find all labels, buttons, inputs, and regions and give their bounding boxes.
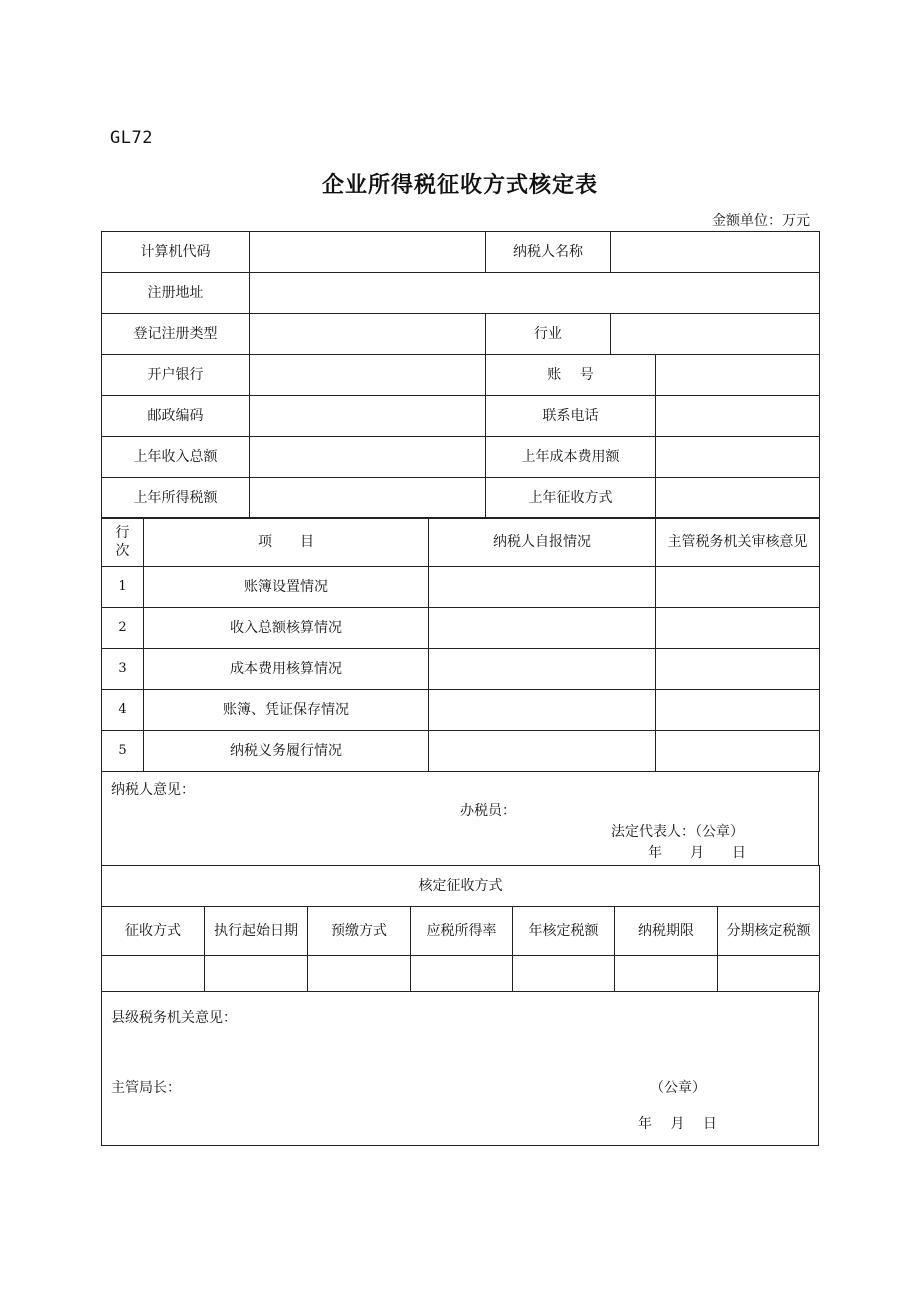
county-opinion-box[interactable] [101, 992, 819, 1146]
row-label: 成本费用核算情况 [144, 649, 429, 690]
col-prepay: 预缴方式 [308, 907, 411, 956]
row-number: 1 [102, 567, 144, 608]
reg-address-field[interactable] [250, 273, 820, 314]
col-rate: 应税所得率 [411, 907, 513, 956]
phone-label: 联系电话 [486, 396, 656, 437]
table-row [102, 690, 820, 731]
amount-unit: 金额单位：万元 [712, 213, 810, 229]
basic-info-table [101, 231, 820, 519]
table-row [102, 649, 820, 690]
review-cell[interactable] [656, 731, 820, 772]
bank-label: 开户银行 [102, 355, 250, 396]
review-cell[interactable] [656, 608, 820, 649]
col-annual-tax: 年核定税额 [513, 907, 615, 956]
phone-field[interactable] [656, 396, 820, 437]
rate-cell[interactable] [411, 956, 513, 992]
row-label: 账簿、凭证保存情况 [144, 690, 429, 731]
postcode-field[interactable] [250, 396, 486, 437]
col-start-date: 执行起始日期 [205, 907, 308, 956]
last-method-field[interactable] [656, 478, 820, 519]
form-code: GL72 [110, 128, 153, 148]
review-cell[interactable] [656, 567, 820, 608]
self-report-cell[interactable] [429, 608, 656, 649]
last-cost-field[interactable] [656, 437, 820, 478]
installment-tax-cell[interactable] [718, 956, 820, 992]
row-number-header: 行次 [102, 518, 144, 567]
row-number: 4 [102, 690, 144, 731]
tax-period-cell[interactable] [615, 956, 718, 992]
computer-code-field[interactable] [250, 232, 486, 273]
row-label: 纳税义务履行情况 [144, 731, 429, 772]
last-method-label: 上年征收方式 [486, 478, 656, 519]
item-header: 项 目 [144, 518, 429, 567]
legal-rep-label: 法定代表人：（公章） [611, 824, 744, 840]
collection-section-title: 核定征收方式 [102, 866, 820, 907]
computer-code-label: 计算机代码 [102, 232, 250, 273]
row-number: 2 [102, 608, 144, 649]
review-cell[interactable] [656, 690, 820, 731]
self-report-cell[interactable] [429, 731, 656, 772]
account-label: 账 号 [486, 355, 656, 396]
postcode-label: 邮政编码 [102, 396, 250, 437]
row-label: 账簿设置情况 [144, 567, 429, 608]
annual-tax-cell[interactable] [513, 956, 615, 992]
taxpayer-opinion-box[interactable] [101, 771, 819, 866]
county-date: 年 月 日 [638, 1116, 717, 1132]
self-report-cell[interactable] [429, 567, 656, 608]
method-cell[interactable] [102, 956, 205, 992]
row-label: 收入总额核算情况 [144, 608, 429, 649]
taxpayer-opinion-label: 纳税人意见： [111, 782, 195, 798]
last-income-field[interactable] [250, 437, 486, 478]
col-tax-period: 纳税期限 [615, 907, 718, 956]
review-header: 主管税务机关审核意见 [656, 518, 820, 567]
col-method: 征收方式 [102, 907, 205, 956]
reg-type-label: 登记注册类型 [102, 314, 250, 355]
start-date-cell[interactable] [205, 956, 308, 992]
last-tax-label: 上年所得税额 [102, 478, 250, 519]
last-income-label: 上年收入总额 [102, 437, 250, 478]
review-cell[interactable] [656, 649, 820, 690]
director-label: 主管局长： [111, 1080, 181, 1096]
self-report-header: 纳税人自报情况 [429, 518, 656, 567]
bank-field[interactable] [250, 355, 486, 396]
self-report-cell[interactable] [429, 649, 656, 690]
col-installment-tax: 分期核定税额 [718, 907, 820, 956]
county-opinion-label: 县级税务机关意见： [111, 1010, 237, 1026]
page-title: 企业所得税征收方式核定表 [321, 173, 598, 198]
reg-type-field[interactable] [250, 314, 486, 355]
account-field[interactable] [656, 355, 820, 396]
industry-label: 行业 [486, 314, 611, 355]
taxpayer-name-field[interactable] [611, 232, 820, 273]
last-cost-label: 上年成本费用额 [486, 437, 656, 478]
table-row [102, 731, 820, 772]
taxpayer-date: 年 月 日 [648, 845, 746, 861]
items-table [101, 517, 820, 772]
row-number: 3 [102, 649, 144, 690]
reg-address-label: 注册地址 [102, 273, 250, 314]
table-row [102, 608, 820, 649]
collection-method-table [101, 865, 820, 992]
taxpayer-name-label: 纳税人名称 [486, 232, 611, 273]
row-number: 5 [102, 731, 144, 772]
prepay-cell[interactable] [308, 956, 411, 992]
table-row [102, 567, 820, 608]
last-tax-field[interactable] [250, 478, 486, 519]
official-seal: （公章） [650, 1080, 706, 1096]
tax-clerk-label: 办税员： [460, 803, 516, 819]
self-report-cell[interactable] [429, 690, 656, 731]
industry-field[interactable] [611, 314, 820, 355]
